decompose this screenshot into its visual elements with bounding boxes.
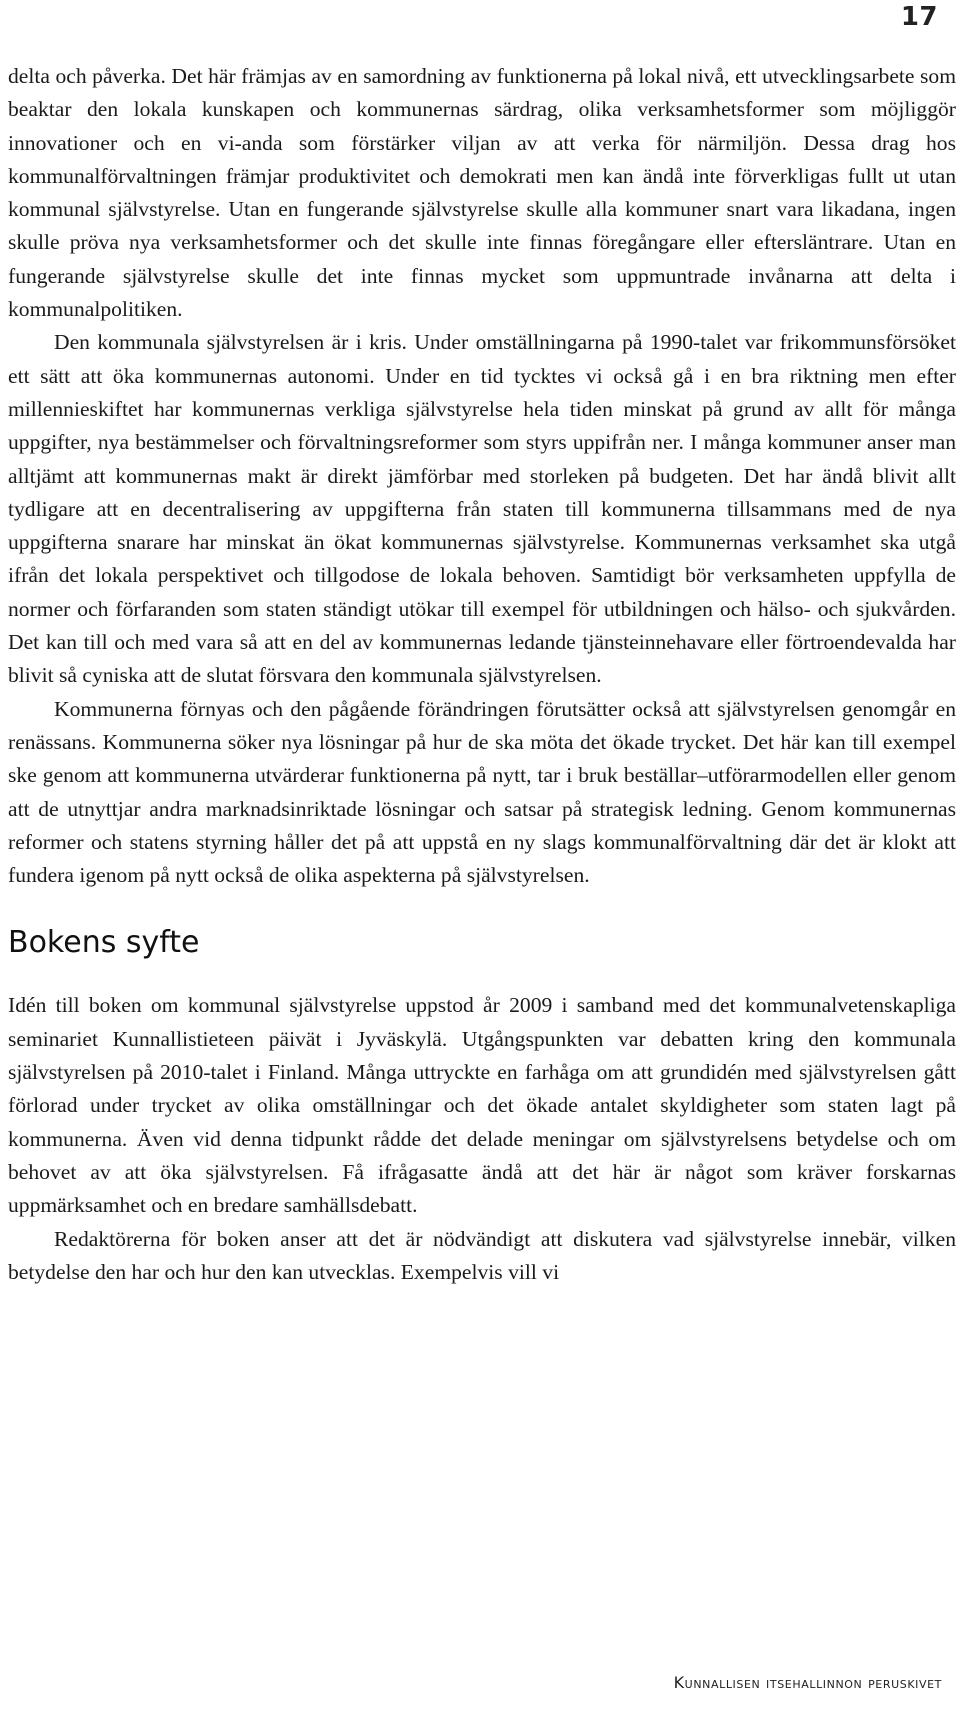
running-footer: Kunnallisen itsehallinnon peruskivet	[673, 1673, 942, 1692]
body-paragraph: Den kommunala självstyrelsen är i kris. Under omställningarna på 1990-talet var frikommunsförsöket ett sätt att öka kommunernas autonomi. Under en tid tycktes vi också gå i en bra riktning men efter millennieskiftet har kommunernas verkliga självstyrelse hela tiden minskat på grund av allt för många uppgifter, nya bestämmelser och förvaltningsreformer som styrs uppifrån ner. I många kommuner anser man alltjämt att kommunernas makt är direkt jämförbar med storleken på budgeten. Det har ändå blivit allt tydligare att en decentralisering av uppgifterna från staten till kommunerna tillsammans med de nya uppgifterna snarare har minskat än ökat kommunernas självstyrelse. Kommunernas verksamhet ska utgå ifrån det lokala perspektivet och tillgodose de lokala behoven. Samtidigt bör verksamheten uppfylla de normer och förfaranden som staten ständigt utökar till exempel för utbildningen och hälso- och sjukvården. Det kan till och med vara så att en del av kommunernas ledande tjänsteinnehavare eller förtroendevalda har blivit så cyniska att de slutat försvara den kommunala självstyrelsen.	[8, 330, 956, 688]
text-column	[8, 60, 956, 1289]
section-paragraph: Idén till boken om kommunal självstyrelse uppstod år 2009 i samband med det kommunalvetenskapliga seminariet Kunnallistieteen päivät i Jyväskylä. Utgångspunkten var debatten kring den kommunala självstyrelsen på 2010-talet i Finland. Många uttryckte en farhåga om att grundidén med självstyrelsen gått förlorad under trycket av olika omställningar och det ökade antalet skyldigheter som staten lagt på kommunerna. Även vid denna tidpunkt rådde det delade meningar om självstyrelsens betydelse och om behovet av att öka självstyrelsen. Få ifrågasatte ändå att det här är något som kräver forskarnas uppmärksamhet och en bredare samhällsdebatt.	[8, 993, 956, 1218]
body-paragraph: delta och påverka. Det här främjas av en samordning av funktionerna på lokal nivå, ett utvecklingsarbete som beaktar den lokala kunskapen och kommunernas särdrag, olika verksamhetsformer som möjliggör innovationer och en vi-anda som förstärker viljan av att verka för närmiljön. Dessa drag hos kommunalförvaltningen främjar produktivitet och demokrati men kan ändå inte förverkligas fullt ut utan kommunal självstyrelse. Utan en fungerande självstyrelse skulle alla kommuner snart vara likadana, ingen skulle pröva nya verksamhetsformer och det skulle inte finnas föregångare eller eftersläntrare. Utan en fungerande självstyrelse skulle det inte finnas mycket som uppmuntrade invånarna att delta i kommunalpolitiken.	[8, 64, 956, 322]
section-heading: Bokens syfte	[8, 925, 200, 961]
page-number: 17	[900, 2, 938, 32]
section-paragraph: Redaktörerna för boken anser att det är nödvändigt att diskutera vad självstyrelse innebär, vilken betydelse den har och hur den kan utvecklas. Exempelvis vill vi	[8, 1226, 956, 1284]
body-paragraph: Kommunerna förnyas och den pågående förändringen förutsätter också att självstyrelsen genomgår en renässans. Kommunerna söker nya lösningar på hur de ska möta det ökade trycket. Det här kan till exempel ske genom att kommunerna utvärderar funktionerna på nytt, tar i bruk beställar–utförarmodellen eller genom att de utnyttjar andra marknadsinriktade lösningar och satsar på strategisk ledning. Genom kommunernas reformer och statens styrning håller det på att uppstå en ny slags kommunalförvaltning där det är klokt att fundera igenom på nytt också de olika aspekterna på självstyrelsen.	[8, 696, 956, 888]
